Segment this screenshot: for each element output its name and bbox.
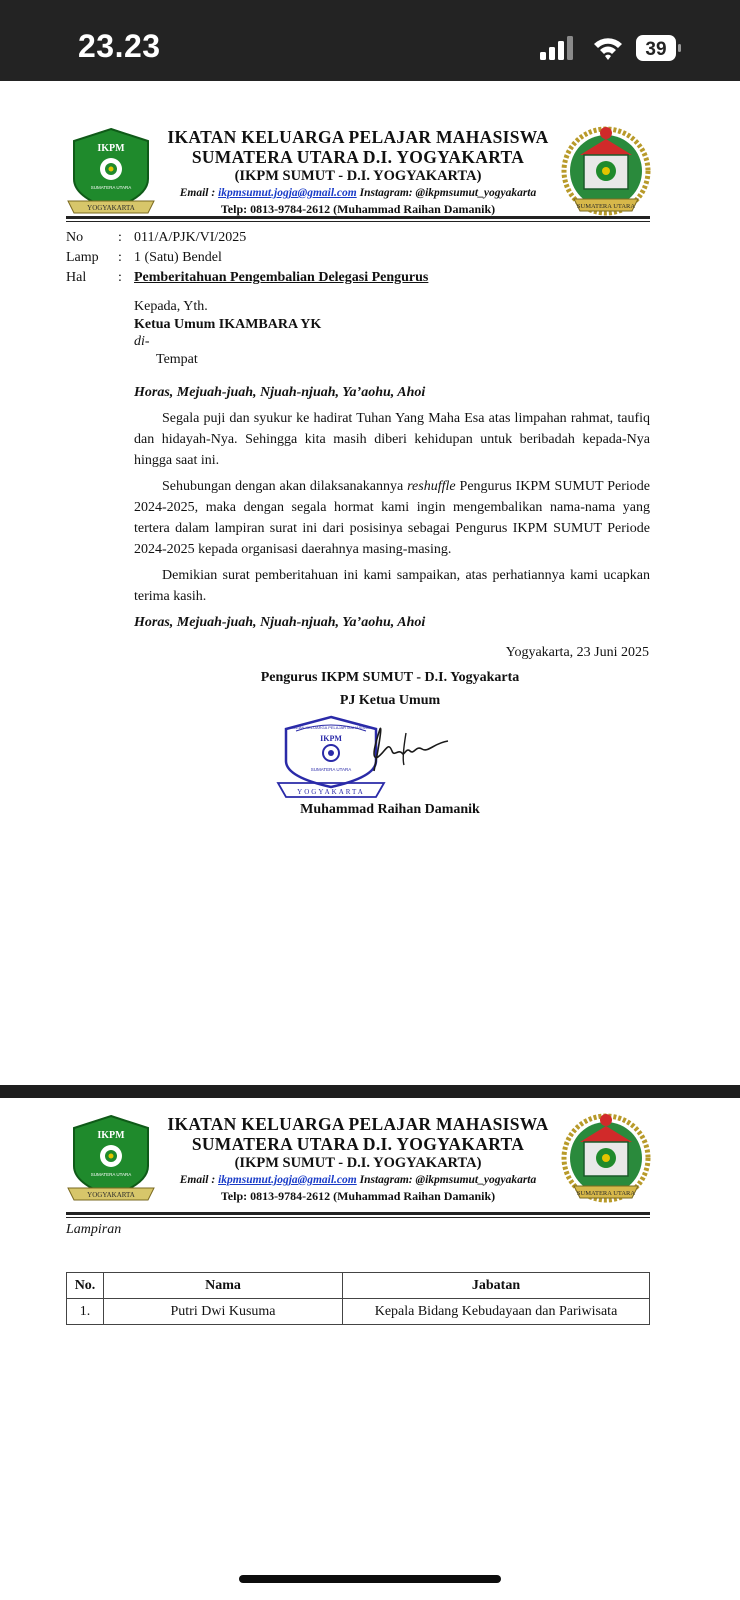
svg-text:SUMATERA UTARA: SUMATERA UTARA	[90, 185, 132, 190]
letterhead	[66, 1114, 650, 1214]
attachment-table	[66, 1272, 650, 1325]
table-header: Jabatan	[343, 1273, 650, 1299]
svg-text:SUMATERA UTARA: SUMATERA UTARA	[576, 203, 636, 210]
svg-text:IKATAN KELUARGA PELAJAR MAHASI: IKATAN KELUARGA PELAJAR MAHASISWA	[290, 725, 372, 730]
svg-text:SUMATERA UTARA: SUMATERA UTARA	[310, 767, 352, 772]
status-bar	[0, 0, 740, 81]
svg-text:YOGYAKARTA: YOGYAKARTA	[87, 204, 135, 212]
svg-text:IKPM: IKPM	[320, 734, 342, 743]
table-cell: 1.	[67, 1299, 104, 1325]
contact-line: Email : ikpmsumut.jogja@gmail.com Instagram: @ikpmsumut_yogyakarta	[179, 187, 537, 199]
letterhead-text	[154, 1114, 562, 1204]
meta-row: Hal : Pemberitahuan Pengembalian Delegasi Pengurus	[66, 268, 428, 288]
wifi-icon	[592, 34, 624, 62]
recipient-name: Ketua Umum IKAMBARA YK	[134, 316, 322, 332]
meta-row: Lamp : 1 (Satu) Bendel	[66, 250, 222, 265]
letterhead-rule	[66, 216, 650, 222]
phone-line: Telp: 0813-9784-2612 (Muhammad Raihan Damanik)	[220, 202, 496, 216]
recipient-place: Tempat	[156, 351, 198, 367]
paragraph: Demikian surat pemberitahuan ini kami sampaikan, atas perhatiannya kami ucapkan terima kasih.	[134, 568, 650, 604]
email-link[interactable]: ikpmsumut.jogja@gmail.com	[218, 187, 357, 199]
letter-body	[134, 382, 650, 633]
table-header: No.	[67, 1273, 104, 1299]
attachment-title: Lampiran	[66, 1222, 122, 1237]
home-indicator[interactable]	[239, 1575, 501, 1583]
ikpm-logo	[66, 127, 156, 217]
svg-text:IKPM: IKPM	[97, 143, 125, 154]
sumut-emblem-logo	[560, 1112, 652, 1206]
contact-line: Email : ikpmsumut.jogja@gmail.com Instagram: @ikpmsumut_yogyakarta	[179, 1174, 537, 1186]
letter-date: Yogyakarta, 23 Juni 2025	[505, 645, 649, 660]
phone-line: Telp: 0813-9784-2612 (Muhammad Raihan Damanik)	[220, 1189, 496, 1203]
org-name-line1: IKATAN KELUARGA PELAJAR MAHASISWA	[167, 1114, 549, 1134]
paragraph: Segala puji dan syukur ke hadirat Tuhan Yang Maha Esa atas limpahan rahmat, taufiq dan hidayah-Nya. Sehingga kita masih diberi kehidupan untuk beribadah kepada-Nya hingga saat ini.	[134, 411, 650, 468]
org-name-line2: SUMATERA UTARA D.I. YOGYAKARTA	[191, 1134, 525, 1154]
letter-page	[0, 81, 740, 1085]
table-cell: Kepala Bidang Kebudayaan dan Pariwisata	[343, 1299, 650, 1325]
recipient-intro: Kepada, Yth.	[134, 299, 208, 314]
org-abbrev: (IKPM SUMUT - D.I. YOGYAKARTA)	[234, 1155, 482, 1171]
status-time: 23.23	[78, 28, 161, 64]
recipient-di: di-	[134, 334, 150, 349]
battery-level: 39	[645, 39, 667, 60]
org-name-line1: IKATAN KELUARGA PELAJAR MAHASISWA	[167, 127, 549, 147]
svg-text:SUMATERA UTARA: SUMATERA UTARA	[90, 1172, 132, 1177]
signatory-org: Pengurus IKPM SUMUT - D.I. Yogyakarta	[260, 670, 520, 685]
letter-subject: Pemberitahuan Pengembalian Delegasi Pengurus	[134, 270, 429, 285]
svg-text:IKPM: IKPM	[97, 1130, 125, 1141]
ikpm-logo	[66, 1114, 156, 1204]
table-cell: Putri Dwi Kusuma	[104, 1299, 343, 1325]
signer-name: Muhammad Raihan Damanik	[300, 802, 480, 817]
meta-row: No : 011/A/PJK/VI/2025	[66, 230, 247, 245]
letterhead	[66, 127, 650, 227]
svg-text:SUMATERA UTARA: SUMATERA UTARA	[576, 1190, 636, 1197]
table-header: Nama	[104, 1273, 343, 1299]
sumut-emblem-logo	[560, 125, 652, 219]
table-header-row	[67, 1273, 650, 1299]
letterhead-text	[154, 127, 562, 217]
attachment-page	[0, 1098, 740, 1600]
svg-text:YOGYAKARTA: YOGYAKARTA	[87, 1191, 135, 1199]
paragraph: Sehubungan dengan akan dilaksanakannya reshuffle Pengurus IKPM SUMUT Periode 2024-2025, maka dengan segala hormat kami ingin mengembalikan nama-nama yang tertera dalam lampiran surat ini dari posisinya sebagai Pengurus IKPM SUMUT Periode 2024-2025 kepada organisasi daerahnya masing-masing.	[134, 479, 650, 557]
letterhead-rule	[66, 1212, 650, 1218]
recipient-block	[134, 298, 650, 368]
greeting: Horas, Mejuah-juah, Njuah-njuah, Ya’aohu, Ahoi	[134, 385, 426, 400]
org-name-line2: SUMATERA UTARA D.I. YOGYAKARTA	[191, 147, 525, 167]
battery-icon	[636, 35, 682, 61]
handwritten-signature	[368, 721, 452, 777]
cellular-signal-icon	[540, 36, 580, 60]
page-divider	[0, 1085, 740, 1098]
closing-greeting: Horas, Mejuah-juah, Njuah-njuah, Ya’aohu, Ahoi	[134, 615, 426, 630]
svg-text:YOGYAKARTA: YOGYAKARTA	[297, 788, 365, 796]
table-row	[67, 1299, 650, 1325]
org-abbrev: (IKPM SUMUT - D.I. YOGYAKARTA)	[234, 168, 482, 184]
letter-meta	[66, 228, 428, 288]
signatory-role: PJ Ketua Umum	[339, 693, 441, 708]
email-link[interactable]: ikpmsumut.jogja@gmail.com	[218, 1174, 357, 1186]
